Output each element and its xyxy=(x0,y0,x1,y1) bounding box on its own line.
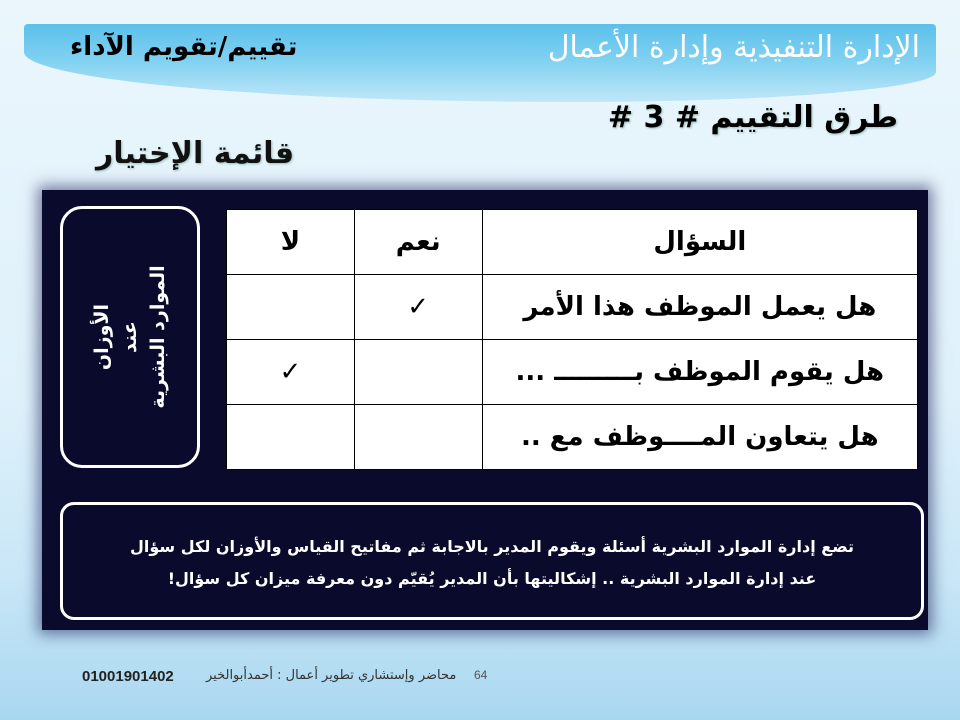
side-line-2: عند xyxy=(119,321,141,353)
note-line-1: تضع إدارة الموارد البشرية أسئلة ويقوم المدير بالاجابة ثم مفاتيح القياس والأوزان لكل سؤال xyxy=(130,537,854,556)
no-check-cell xyxy=(227,405,355,470)
header-question: السؤال xyxy=(482,210,917,275)
page-number: 64 xyxy=(474,668,488,682)
side-line-1: الأوزان xyxy=(91,303,113,371)
question-cell: هل يتعاون المــــوظف مع .. xyxy=(482,405,917,470)
header-no: لا xyxy=(227,210,355,275)
table-row xyxy=(227,340,918,405)
no-check-cell xyxy=(227,275,355,340)
footer-credit: محاضر وإستشاري تطوير أعمال : أحمدأبوالخير xyxy=(206,668,457,683)
table-row xyxy=(227,405,918,470)
yes-check-cell xyxy=(354,405,482,470)
side-line-3: الموارد البشرية xyxy=(147,265,169,409)
table-header-row xyxy=(227,210,918,275)
footer-phone: 01001901402 xyxy=(82,668,174,685)
weights-side-text xyxy=(88,265,172,408)
table-row xyxy=(227,275,918,340)
slide-main-title: الإدارة التنفيذية وإدارة الأعمال xyxy=(547,30,920,65)
no-check-cell: ✓ xyxy=(227,340,355,405)
question-cell: هل يعمل الموظف هذا الأمر xyxy=(482,275,917,340)
question-cell: هل يقوم الموظف بـــــــــ ... xyxy=(482,340,917,405)
yes-check-cell: ✓ xyxy=(354,275,482,340)
section-title: قائمة الإختيار xyxy=(96,136,295,171)
weights-side-box xyxy=(60,206,200,468)
note-line-2: عند إدارة الموارد البشرية .. إشكاليتها بأن المدير يُقيّم دون معرفة ميزان كل سؤال! xyxy=(167,569,817,588)
methods-title: طرق التقييم # 3 # xyxy=(607,100,898,135)
checklist-table xyxy=(226,209,918,470)
header-yes: نعم xyxy=(354,210,482,275)
note-box xyxy=(60,502,924,620)
yes-check-cell xyxy=(354,340,482,405)
subject-title: تقييم/تقويم الآداء xyxy=(70,32,298,62)
